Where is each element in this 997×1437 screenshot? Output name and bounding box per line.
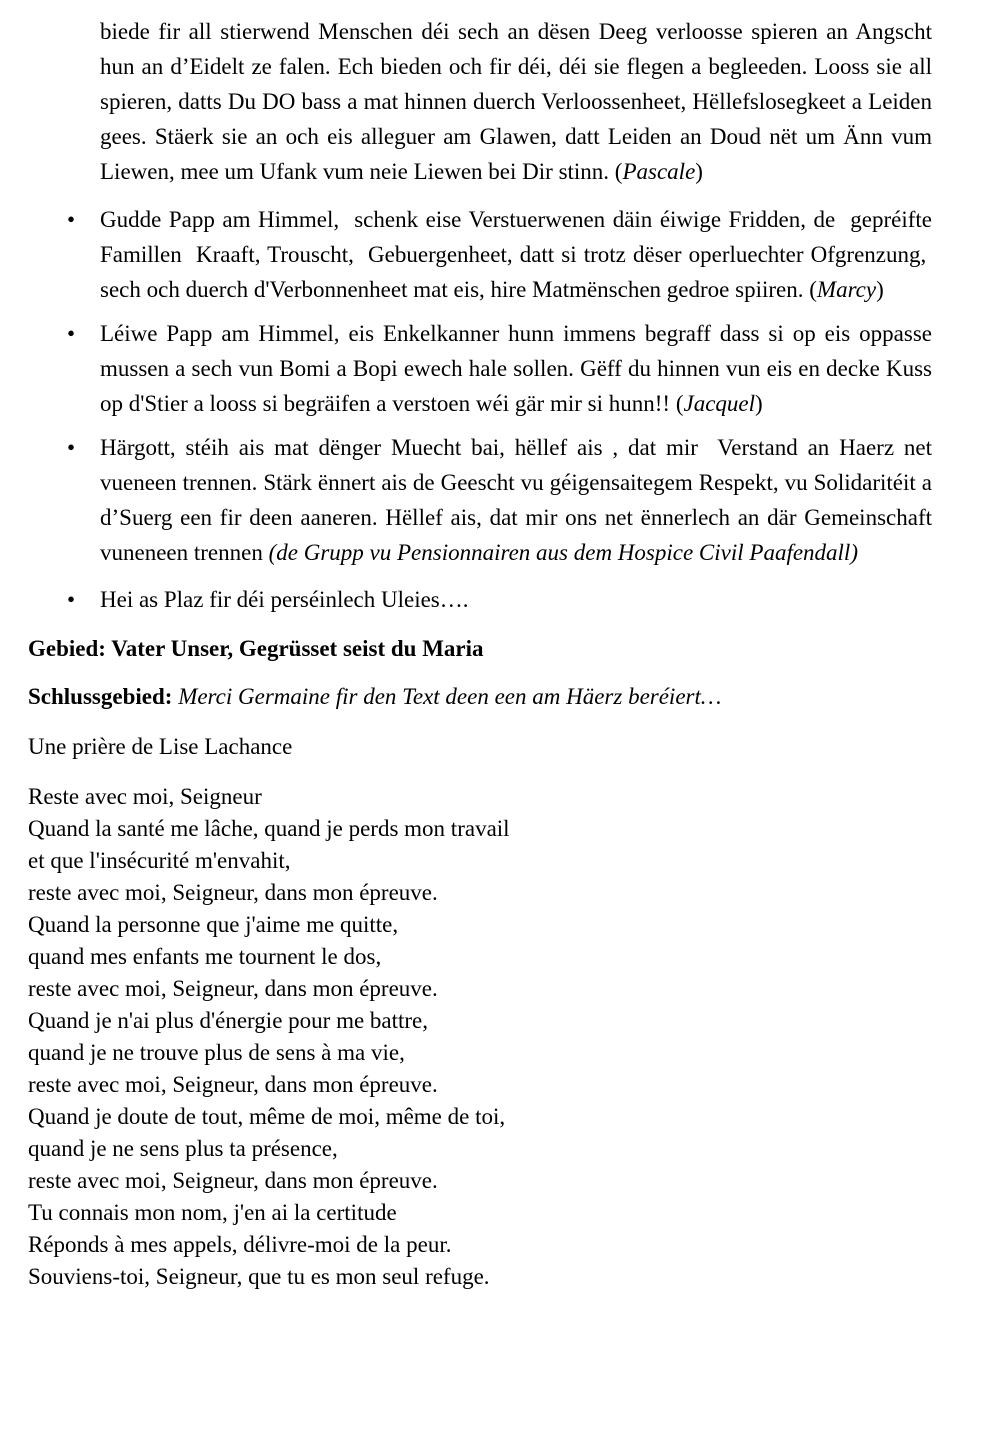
attribution-paren-close: ) bbox=[876, 277, 884, 302]
bullet-text: Härgott, stéih ais mat dënger Muecht bai, hëllef ais , dat mir Verstand an Haerz net vueneen trennen. Stärk ënnert ais de Geescht vu géigensaitegem Respekt, vu Solidaritéit a d’Suerg een fir deen aaneren. Hëllef ais, dat mir ons net ënnerlech an där Gemeinschaft vuneneen trennen bbox=[100, 435, 932, 565]
bullet-item-hei-as-plaz bbox=[67, 582, 932, 617]
attribution bbox=[809, 277, 884, 302]
attribution bbox=[676, 391, 763, 416]
bullet-item-haergott bbox=[67, 430, 932, 570]
attribution-paren-open: ( bbox=[268, 540, 277, 565]
attribution-paren-close: ) bbox=[850, 540, 858, 565]
poem-line: Tu connais mon nom, j'en ai la certitude bbox=[28, 1200, 397, 1225]
bullet-icon: • bbox=[67, 207, 76, 232]
bullet-icon: • bbox=[67, 321, 76, 346]
poem-line: quand je ne trouve plus de sens à ma vie, bbox=[28, 1040, 405, 1065]
poem-line: Quand je doute de tout, même de moi, même de toi, bbox=[28, 1104, 506, 1129]
bullet-icon: • bbox=[67, 587, 76, 612]
attribution-paren-open: ( bbox=[675, 391, 684, 416]
poem-line: reste avec moi, Seigneur, dans mon épreuve. bbox=[28, 976, 438, 1001]
attribution bbox=[269, 540, 858, 565]
attribution-name: de Grupp vu Pensionnairen aus dem Hospice Civil Paafendall bbox=[276, 540, 851, 565]
poem bbox=[28, 781, 932, 1293]
attribution-name: Marcy bbox=[816, 277, 877, 302]
schlussgebied-label: Schlussgebied: bbox=[28, 684, 179, 709]
schlussgebied-note: Merci Germaine fir den Text deen een am Häerz beréiert… bbox=[178, 684, 722, 709]
poem-line: quand mes enfants me tournent le dos, bbox=[28, 944, 382, 969]
poem-line: Reste avec moi, Seigneur bbox=[28, 784, 262, 809]
poem-line: Souviens-toi, Seigneur, que tu es mon seul refuge. bbox=[28, 1264, 490, 1289]
attribution-name: Jacquel bbox=[683, 391, 755, 416]
bullet-text: Hei as Plaz fir déi perséinlech Uleies…. bbox=[100, 587, 469, 612]
poem-line: reste avec moi, Seigneur, dans mon épreuve. bbox=[28, 880, 438, 905]
poem-line: Quand la personne que j'aime me quitte, bbox=[28, 912, 399, 937]
bullet-text: Léiwe Papp am Himmel, eis Enkelkanner hunn immens begraff dass si op eis oppasse mussen a sech vun Bomi a Bopi ewech hale sollen. Gëff du hinnen vun eis en decke Kuss op d'Stier a looss si begräifen a verstoen wéi gär mir si hunn!! bbox=[100, 321, 932, 416]
attribution-paren-close: ) bbox=[755, 391, 763, 416]
attribution-name: Pascale bbox=[622, 159, 696, 184]
poem-line: reste avec moi, Seigneur, dans mon épreuve. bbox=[28, 1168, 438, 1193]
attribution bbox=[615, 159, 703, 184]
poem-line: et que l'insécurité m'envahit, bbox=[28, 848, 291, 873]
poem-line: quand je ne sens plus ta présence, bbox=[28, 1136, 338, 1161]
bullet-text: Gudde Papp am Himmel, schenk eise Verstuerwenen däin éiwige Fridden, de gepréifte Famillen Kraaft, Trouscht, Gebuergenheet, datt si trotz dëser operluechter Ofgrenzung, sech och duerch d'Verbonnenheet mat eis, hire Matmënschen gedroe spiiren. bbox=[100, 207, 932, 302]
heading-schlussgebied bbox=[28, 679, 932, 714]
poem-line: Réponds à mes appels, délivre-moi de la peur. bbox=[28, 1232, 452, 1257]
poem-line: reste avec moi, Seigneur, dans mon épreuve. bbox=[28, 1072, 438, 1097]
poem-line: Quand la santé me lâche, quand je perds mon travail bbox=[28, 816, 510, 841]
bullet-item-leiwe-papp bbox=[67, 316, 932, 421]
attribution-paren-close: ) bbox=[695, 159, 703, 184]
attribution-paren-open: ( bbox=[809, 277, 817, 302]
heading-gebied: Gebied: Vater Unser, Gegrüsset seist du Maria bbox=[28, 636, 484, 661]
continuation-paragraph bbox=[100, 14, 932, 189]
bullet-item-gudde-papp bbox=[67, 202, 932, 307]
bullet-icon: • bbox=[67, 435, 76, 460]
attribution-paren-open: ( bbox=[614, 159, 623, 184]
priere-intro: Une prière de Lise Lachance bbox=[28, 734, 293, 759]
poem-line: Quand je n'ai plus d'énergie pour me battre, bbox=[28, 1008, 429, 1033]
paragraph-text: biede fir all stierwend Menschen déi sech an dësen Deeg verloosse spieren an Angscht hun an d’Eidelt ze falen. Ech bieden och fir déi, déi sie flegen a begleeden. Looss sie all spieren, datts Du DO bass a mat hinnen duerch Verloossenheet, Hëllefslosegkeet a Leiden gees. Stäerk sie an och eis alleguer am Glawen, datt Leiden an Doud nët um Änn vum Liewen, mee um Ufank vum neie Liewen bei Dir stinn. bbox=[100, 19, 932, 184]
